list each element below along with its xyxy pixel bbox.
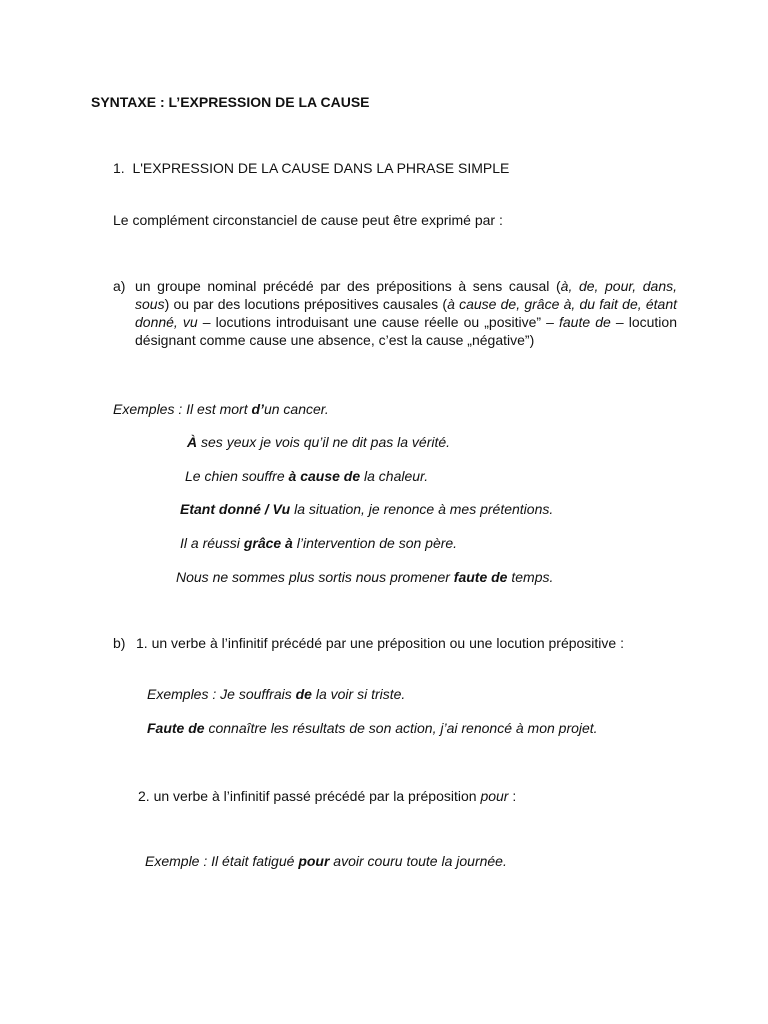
document-title: SYNTAXE : L’EXPRESSION DE LA CAUSE <box>91 94 370 110</box>
example-a-6 <box>176 568 553 586</box>
example-text: temps. <box>507 569 554 585</box>
example-prefix: Exemple : <box>145 853 212 869</box>
example-a-2 <box>187 433 450 451</box>
example-keyword: Faute de <box>147 720 205 736</box>
example-a-3 <box>185 467 428 485</box>
item-b-label: b) <box>113 635 126 651</box>
example-text: Il est mort <box>186 401 252 417</box>
item-a-text-part: ) ou par des locutions prépositives causales ( <box>164 296 448 312</box>
example-text: un cancer. <box>263 401 329 417</box>
example-text: la chaleur. <box>360 468 429 484</box>
item-a-faute-de: faute de <box>559 314 611 330</box>
example-keyword: Etant donné / Vu <box>180 501 291 517</box>
example-keyword: pour <box>298 853 330 869</box>
item-a-text-part: un groupe nominal précédé par des prépositions à sens causal ( <box>135 278 561 294</box>
example-text: la voir si triste. <box>311 686 406 702</box>
example-a-4 <box>180 500 553 518</box>
sub2-pour: pour <box>480 788 509 804</box>
example-text: Il était fatigué <box>211 853 299 869</box>
item-a-text-part: – locution désignant comme cause une absence, c’est la cause „négative”) <box>135 314 677 348</box>
item-a-text <box>135 277 677 349</box>
item-a-label: a) <box>113 278 126 294</box>
example-text: Je souffrais <box>220 686 296 702</box>
item-a-locutions: à cause de, grâce à, du fait de, étant donné, vu <box>135 296 677 330</box>
example-keyword: de <box>295 686 312 702</box>
intro-paragraph: Le complément circonstanciel de cause peut être exprimé par : <box>113 212 503 228</box>
example-a-5 <box>180 534 457 552</box>
example-keyword: d’ <box>251 401 264 417</box>
example-text: avoir couru toute la journée. <box>329 853 507 869</box>
examples-prefix: Exemples : <box>113 401 187 417</box>
example-b-2 <box>147 719 598 737</box>
item-a-text-part: – locutions introduisant une cause réelle ou „positive” – <box>197 314 559 330</box>
example-a-1 <box>113 400 329 418</box>
example-text: la situation, je renonce à mes prétentions. <box>290 501 554 517</box>
sub2-text: : <box>508 788 517 804</box>
example-keyword: À <box>187 434 198 450</box>
example-keyword: grâce à <box>243 535 293 551</box>
sub2-text: 2. un verbe à l’infinitif passé précédé par la préposition <box>138 788 481 804</box>
item-b-sub1: 1. un verbe à l’infinitif précédé par une préposition ou une locution prépositive : <box>136 635 624 651</box>
section-heading <box>113 159 509 177</box>
example-text: Il a réussi <box>180 535 244 551</box>
example-text: Nous ne sommes plus sortis nous promener <box>176 569 454 585</box>
section-number: 1. <box>113 160 125 176</box>
example-text: l’intervention de son père. <box>292 535 458 551</box>
item-a <box>113 277 677 349</box>
example-text: ses yeux je vois qu’il ne dit pas la vérité. <box>197 434 451 450</box>
example-keyword: à cause de <box>288 468 361 484</box>
example-text: Le chien souffre <box>185 468 289 484</box>
examples-prefix: Exemples : <box>147 686 221 702</box>
example-text: connaître les résultats de son action, j’ai renoncé à mon projet. <box>204 720 598 736</box>
item-b-sub2 <box>138 787 516 805</box>
section-heading-text: L'EXPRESSION DE LA CAUSE DANS LA PHRASE SIMPLE <box>132 160 510 176</box>
example-keyword: faute de <box>453 569 508 585</box>
item-a-prepositions: à, de, pour, dans, sous <box>135 278 678 312</box>
example-b-3 <box>145 852 507 870</box>
example-b-1 <box>147 685 405 703</box>
